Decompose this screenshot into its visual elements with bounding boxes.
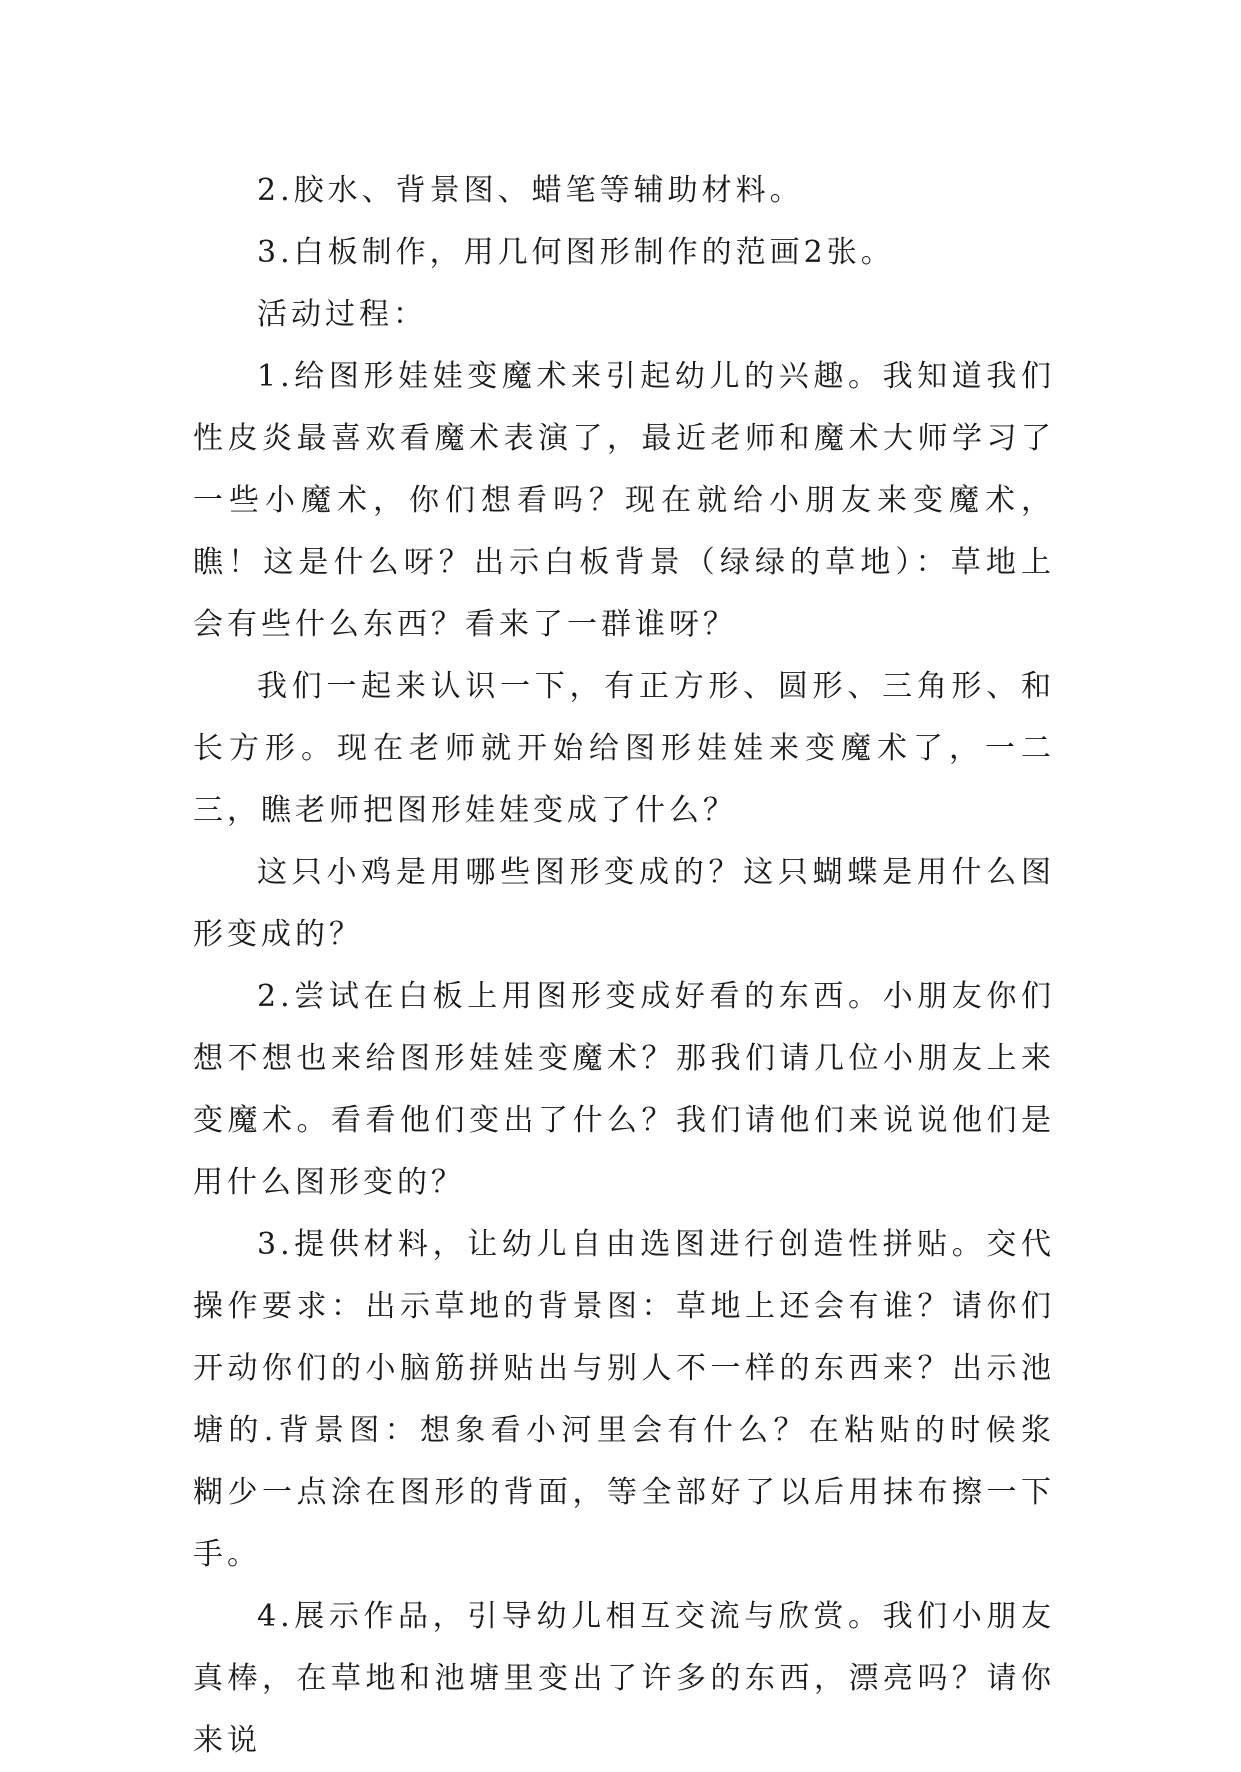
paragraph-step-3: 3.提供材料，让幼儿自由选图进行创造性拼贴。交代操作要求：出示草地的背景图：草地上还会有谁？请你们开动你们的小脑筋拼贴出与别人不一样的东西来？出示池塘的.背景图：想象看小河里会有什么？在粘贴的时候浆糊少一点涂在图形的背面，等全部好了以后用抹布擦一下手。: [193, 1227, 1055, 1572]
paragraph-materials-2: 2.胶水、背景图、蜡笔等辅助材料。: [257, 173, 804, 208]
paragraph-step-1-question: 这只小鸡是用哪些图形变成的？这只蝴蝶是用什么图形变成的？: [193, 855, 1055, 952]
section-heading-activity-process: 活动过程：: [257, 297, 427, 332]
paragraph-step-4: 4.展示作品，引导幼儿相互交流与欣赏。我们小朋友真棒，在草地和池塘里变出了许多的东西，漂亮吗？请你来说: [193, 1599, 1055, 1758]
paragraph-step-2: 2.尝试在白板上用图形变成好看的东西。小朋友你们想不想也来给图形娃娃变魔术？那我们请几位小朋友上来变魔术。看看他们变出了什么？我们请他们来说说他们是用什么图形变的？: [193, 979, 1055, 1200]
body-text: [193, 160, 1055, 1772]
paragraph-step-1: 1.给图形娃娃变魔术来引起幼儿的兴趣。我知道我们性皮炎最喜欢看魔术表演了，最近老师和魔术大师学习了一些小魔术，你们想看吗？现在就给小朋友来变魔术，瞧！这是什么呀？出示白板背景（绿绿的草地）：草地上会有些什么东西？看来了一群谁呀？: [193, 359, 1055, 642]
paragraph-materials-3: 3.白板制作，用几何图形制作的范画2张。: [257, 235, 895, 270]
paragraph-step-1-shapes: 我们一起来认识一下，有正方形、圆形、三角形、和长方形。现在老师就开始给图形娃娃来变魔术了，一二三，瞧老师把图形娃娃变成了什么？: [193, 669, 1055, 828]
